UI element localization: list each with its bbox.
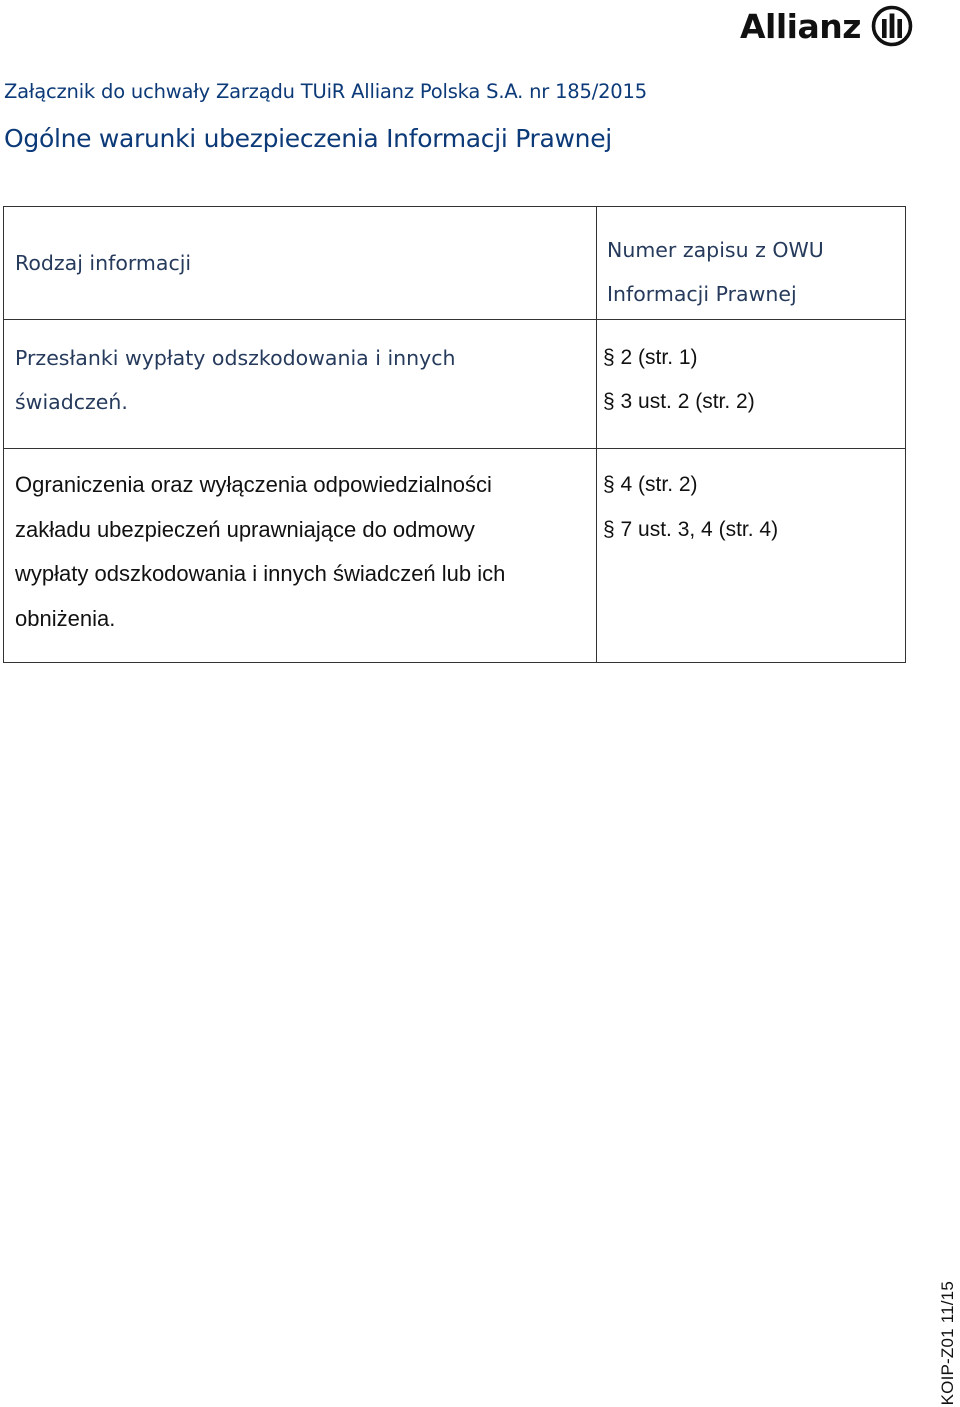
brand-name: Allianz <box>740 6 861 46</box>
allianz-logo <box>740 4 925 48</box>
reference-cell <box>597 449 906 663</box>
table-row <box>4 449 906 663</box>
info-type-cell <box>4 449 597 663</box>
reference-item: § 7 ust. 3, 4 (str. 4) <box>603 517 779 541</box>
reference-item: § 2 (str. 1) <box>603 346 698 369</box>
info-line: Ograniczenia oraz wyłączenia odpowiedzialności <box>15 472 492 497</box>
reference-item: § 3 ust. 2 (str. 2) <box>603 390 755 413</box>
col2-header <box>597 207 906 320</box>
info-table <box>3 206 906 663</box>
col2-header-line: Informacji Prawnej <box>607 282 797 306</box>
page-title: Ogólne warunki ubezpieczenia Informacji Prawnej <box>4 124 612 153</box>
info-line: Przesłanki wypłaty odszkodowania i innych <box>15 346 456 370</box>
info-line: wypłaty odszkodowania i innych świadczeń lub ich <box>15 561 506 586</box>
info-type-cell <box>4 320 597 449</box>
allianz-eagle-mark-icon <box>871 5 913 47</box>
col1-header <box>4 207 597 320</box>
attachment-note: Załącznik do uchwały Zarządu TUiR Allianz Polska S.A. nr 185/2015 <box>4 80 647 103</box>
info-line: zakładu ubezpieczeń uprawniające do odmowy <box>15 516 475 542</box>
col2-header-line: Numer zapisu z OWU <box>607 238 824 262</box>
info-line: obniżenia. <box>15 605 116 631</box>
col1-header-label: Rodzaj informacji <box>15 251 192 275</box>
table-header-row <box>4 207 906 320</box>
reference-cell <box>597 320 906 449</box>
reference-item: § 4 (str. 2) <box>603 473 698 496</box>
document-code: KOIP-Z01 11/15 <box>938 1280 957 1405</box>
info-line: świadczeń. <box>15 390 128 414</box>
table-row <box>4 320 906 449</box>
document-code-footer <box>936 1275 960 1405</box>
